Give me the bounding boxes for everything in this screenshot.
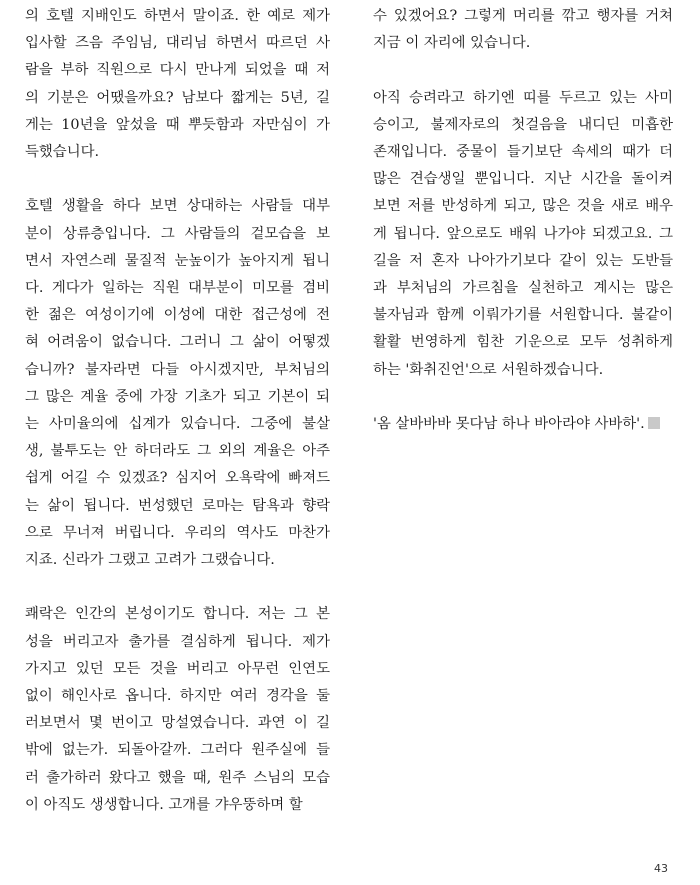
text-line: 득했습니다. (25, 144, 100, 161)
paragraph (373, 85, 673, 384)
text-line: 한 젊은 여성이기에 이성에 대한 접근성에 전 (25, 307, 330, 324)
text-line: 보면 저를 반성하게 되고, 많은 것을 새로 배우 (373, 198, 673, 215)
text-line: 지금 이 자리에 있습니다. (373, 35, 531, 52)
text-line: 습니까? 불자라면 다들 아시겠지만, 부처님의 (25, 361, 330, 378)
page-number: 43 (654, 862, 668, 875)
text-line: 면서 자연스레 물질적 눈높이가 높아지게 됩니 (25, 252, 330, 269)
text-line: 많은 견습생일 뿐입니다. 지난 시간을 돌이켜 (373, 171, 673, 188)
paragraph (25, 3, 330, 166)
text-line: 수 있겠어요? 그렇게 머리를 깎고 행자를 거쳐 (373, 8, 673, 24)
text-line: 생, 불투도는 안 하더라도 그 외의 계율은 아주 (25, 443, 330, 460)
text-line: 분이 상류층입니다. 그 사람들의 겉모습을 보 (25, 225, 330, 242)
end-mark-icon (648, 417, 660, 429)
paragraph (25, 193, 330, 574)
text-line: 과 부처님의 가르침을 실천하고 계시는 많은 (373, 280, 673, 297)
text-line: 혀 어려움이 없습니다. 그러니 그 삶이 어떻겠 (25, 334, 330, 351)
text-line: 가지고 있던 모든 것을 버리고 아무런 인연도 (25, 660, 330, 677)
text-line: 의 기분은 어땠을까요? 남보다 짧게는 5년, 길 (25, 89, 330, 106)
right-column (373, 3, 673, 438)
text-line: 호텔 생활을 하다 보면 상대하는 사람들 대부 (25, 198, 330, 215)
text-line: 불자님과 함께 이뤄가기를 서원합니다. 불같이 (373, 307, 673, 324)
text-line: 이 아직도 생생합니다. 고개를 갸우뚱하며 할 (25, 796, 303, 813)
text-line: 아직 승려라고 하기엔 띠를 두르고 있는 사미 (373, 89, 673, 106)
text-line: 러 출가하러 왔다고 했을 때, 원주 스님의 모습 (25, 769, 330, 786)
text-line: 없이 해인사로 옵니다. 하지만 여러 경각을 둘 (25, 688, 330, 705)
text-line: 는 삶이 됩니다. 번성했던 로마는 탐욕과 향락 (25, 497, 330, 514)
text-line: 람을 부하 직원으로 다시 만나게 되었을 때 저 (25, 62, 330, 79)
paragraph (25, 601, 330, 819)
text-line: 으로 무너져 버립니다. 우리의 역사도 마찬가 (25, 524, 330, 541)
paragraph (373, 411, 673, 438)
text-line: 다. 게다가 일하는 직원 대부분이 미모를 겸비 (25, 280, 330, 297)
text-line: 길을 저 혼자 나아가기보다 같이 있는 도반들 (373, 252, 673, 269)
text-line: 활활 번영하게 힘찬 기운으로 모두 성취하게 (373, 334, 673, 351)
text-line: 게는 10년을 앞섰을 때 뿌듯함과 자만심이 가 (25, 116, 330, 133)
text-line: 는 사미율의에 십계가 있습니다. 그중에 불살 (25, 416, 330, 433)
text-line: 하는 '화취진언'으로 서원하겠습니다. (373, 361, 604, 378)
text-line: 의 호텔 지배인도 하면서 말이죠. 한 예로 제가 (25, 8, 330, 24)
paragraph-gap (373, 384, 673, 411)
text-line: 밖에 없는가. 되돌아갈까. 그러다 원주실에 들 (25, 742, 330, 759)
text-line: 게 됩니다. 앞으로도 배워 나가야 되겠고요. 그 (373, 225, 673, 242)
text-line: 쉽게 어길 수 있겠죠? 심지어 오욕락에 빠져드 (25, 470, 330, 487)
text-line: 러보면서 몇 번이고 망설였습니다. 과연 이 길 (25, 715, 330, 732)
text-line: 존재입니다. 중물이 들기보단 속세의 때가 더 (373, 144, 673, 160)
paragraph (373, 3, 673, 57)
text-line: '옴 살바바바 못다남 하나 바아라야 사바하'. (373, 411, 673, 438)
text-line: 입사할 즈음 주임님, 대리님 하면서 따르던 사 (25, 35, 330, 52)
text-line: 지죠. 신라가 그랬고 고려가 그랬습니다. (25, 552, 275, 569)
paragraph-gap (373, 57, 673, 84)
paragraph-gap (25, 574, 330, 601)
paragraph-gap (25, 166, 330, 193)
left-column (25, 3, 330, 819)
text-line: 성을 버리고자 출가를 결심하게 됩니다. 제가 (25, 633, 330, 650)
text-line: 승이고, 불제자로의 첫걸음을 내디딘 미흡한 (373, 116, 673, 133)
text-line: 쾌락은 인간의 본성이기도 합니다. 저는 그 본 (25, 606, 330, 623)
text-line: 그 많은 계율 중에 가장 기초가 되고 기본이 되 (25, 388, 330, 405)
